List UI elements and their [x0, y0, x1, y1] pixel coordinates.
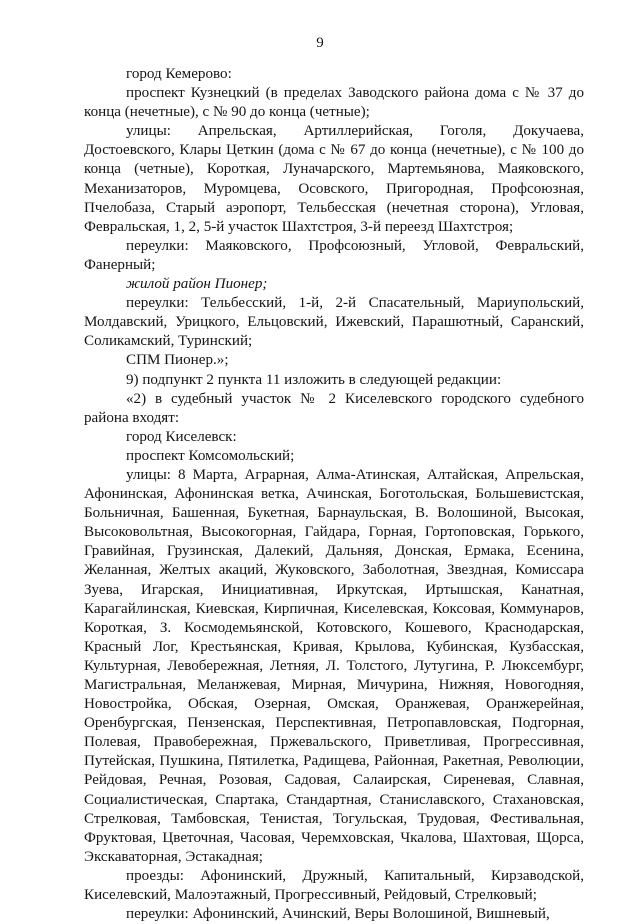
- paragraph-spm-pioner: СПМ Пионер.»;: [126, 352, 229, 369]
- paragraph-city-kemerovo: город Кемерово:: [126, 66, 232, 82]
- page-number: 9: [316, 35, 324, 51]
- paragraph-streets-kemerovo: улицы: Апрельская, Артиллерийская, Гоголя, Докучаева, Достоевского, Клары Цеткин (дома с № 67 до конца (нечетные), с № 100 до конца (четные), Короткая, Луначарского, Мартемьянова, Маяковского, Механизаторов, Муромцева, Осовского, Пригородная, Профсоюзная, Пчелобаза, Старый аэропорт, Тельбесская (нечетная сторона), Угловая, Февральская, 1, 2, 5-й участок Шахтстроя, 3-й переезд Шахтстроя;: [84, 123, 584, 235]
- paragraph-item-9: 9) подпункт 2 пункта 11 изложить в следующей редакции:: [126, 371, 502, 388]
- paragraph-court-section-2: «2) в судебный участок № 2 Киселевского городского судебного района входят:: [84, 390, 584, 426]
- document-body: [84, 65, 584, 924]
- paragraph-prospekt-komsomolsky: проспект Комсомольский;: [126, 447, 295, 464]
- paragraph-lanes-kemerovo: переулки: Маяковского, Профсоюзный, Угловой, Февральский, Фанерный;: [84, 237, 584, 273]
- paragraph-streets-kiselevsk: улицы: 8 Марта, Аграрная, Алма-Атинская, Алтайская, Апрельская, Афонинская, Афонинская ветка, Ачинская, Боготольская, Большевистская, Больничная, Башенная, Букетная, Барнаульская, В. Волошиной, Высокая, Высоковольтная, Высокогорная, Гайдара, Горная, Гортоповская, Горького, Гравийная, Грузинская, Далекий, Дальняя, Донская, Ермака, Есенина, Желанная, Желтых акаций, Жуковского, Заболотная, Звездная, Комиссара Зуева, Игарская, Инициативная, Иркутская, Иртышская, Канатная, Карагайлинская, Киевская, Кирпичная, Киселевская, Коксовая, Коммунаров, Короткая, З. Космодемьянской, Котовского, Кошевого, Краснодарская, Красный Лог, Крестьянская, Кривая, Крылова, Кубинская, Кузбасская, Культурная, Левобережная, Летняя, Л. Толстого, Лутугина, Р. Люксембург, Магистральная, Меланжевая, Мирная, Мичурина, Нижняя, Новогодняя, Новостройка, Обская, Озерная, Омская, Оранжевая, Оранжерейная, Оренбургская, Пензенская, Перспективная, Петропавловская, Подгорная, Полевая, Правобережная, Пржевальского, Приветливая, Прогрессивная, Путейская, Пушкина, Пятилетка, Радищева, Районная, Ракетная, Революции, Рейдовая, Речная, Розовая, Садовая, Салаирская, Сиреневая, Славная, Социалистическая, Спартака, Стандартная, Станиславского, Стахановская, Стрелковая, Тамбовская, Тенистая, Тогульская, Трудовая, Фестивальная, Фруктовая, Цветочная, Часовая, Черемховская, Чкалова, Шахтовая, Щорса, Экскаваторная, Эстакадная;: [84, 466, 584, 865]
- paragraph-prospekt-kuznetsky: проспект Кузнецкий (в пределах Заводского района дома с № 37 до конца (нечетные), с № 90 до конца (четные);: [84, 85, 584, 121]
- paragraph-lanes-pioner: переулки: Тельбесский, 1-й, 2-й Спасательный, Мариупольский, Молдавский, Урицкого, Ельцовский, Ижевский, Парашютный, Саранский, Соликамский, Туринский;: [84, 295, 584, 350]
- paragraph-city-kiselevsk: город Киселевск:: [126, 428, 237, 445]
- paragraph-district-pioner: жилой район Пионер;: [126, 276, 268, 293]
- paragraph-lanes-kiselevsk: переулки: Афонинский, Ачинский, Веры Волошиной, Вишневый,: [126, 906, 550, 923]
- paragraph-passages-kiselevsk: проезды: Афонинский, Дружный, Капитальный, Кирзаводской, Киселевский, Малоэтажный, Прогрессивный, Рейдовый, Стрелковый;: [84, 867, 584, 904]
